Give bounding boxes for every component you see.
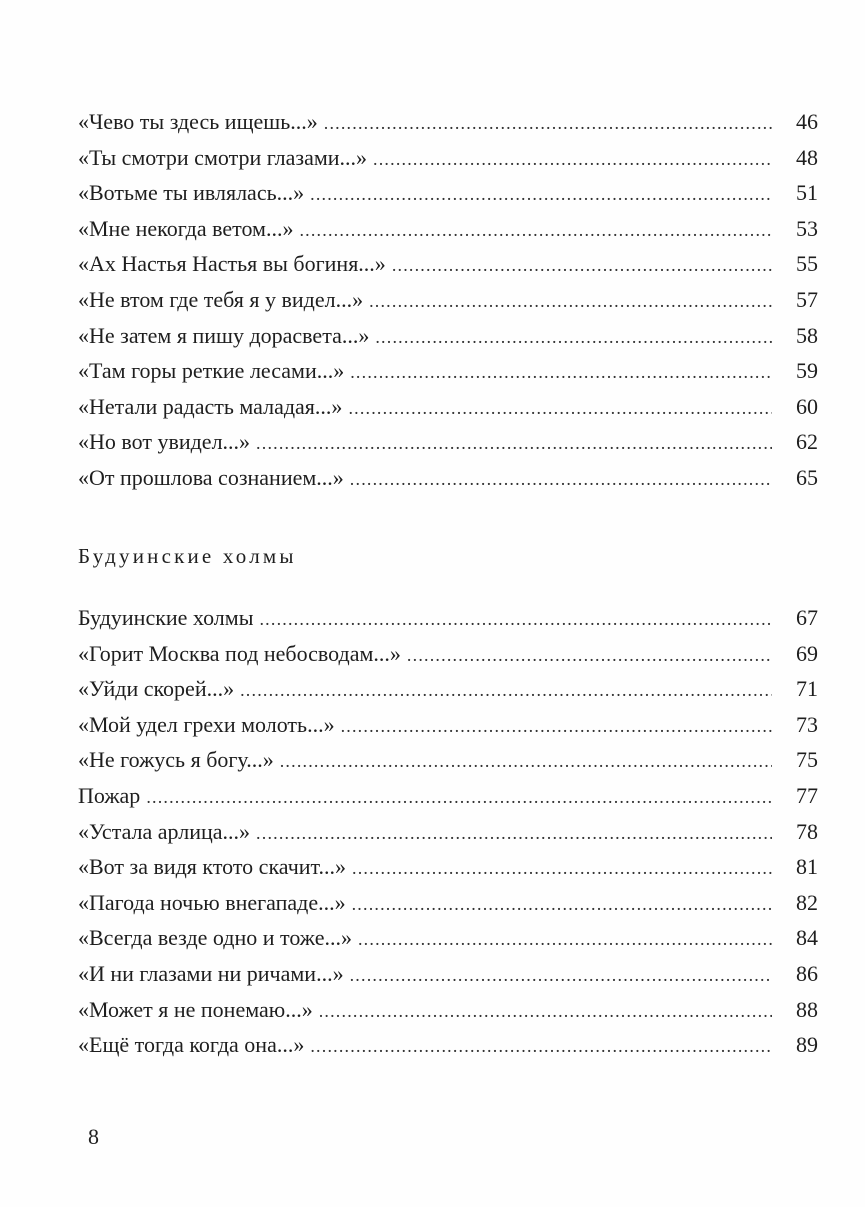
toc-entry-page: 84 — [796, 925, 818, 951]
toc-entry — [78, 353, 818, 389]
toc-entry — [78, 140, 818, 176]
toc-entry — [78, 885, 818, 921]
toc-entry-title: «Вотьме ты ивлялась...» — [78, 180, 305, 206]
toc-entry-page: 69 — [796, 640, 818, 666]
toc-entry — [78, 636, 818, 672]
toc-entry — [78, 600, 818, 636]
toc-entry — [78, 460, 818, 496]
dot-leader — [299, 213, 772, 249]
dot-leader — [350, 462, 772, 498]
section-heading: Будуинские холмы — [78, 544, 297, 568]
toc-entry-title: «Не гожусь я богу...» — [78, 747, 274, 773]
dot-leader — [375, 320, 772, 356]
toc-entry — [78, 282, 818, 318]
toc-entry — [78, 778, 818, 814]
toc-entry-page: 65 — [796, 464, 818, 490]
toc-entry-title: Пожар — [78, 782, 141, 808]
toc-entry-title: «Пагода ночью внегападе...» — [78, 889, 346, 915]
toc-entry-page: 78 — [796, 818, 818, 844]
toc-entry — [78, 742, 818, 778]
toc-entry-page: 77 — [796, 782, 818, 808]
toc-entry-page: 67 — [796, 605, 818, 630]
toc-entry-title: «Ещё тогда когда она...» — [78, 1032, 305, 1058]
dot-leader — [373, 142, 772, 178]
page-number: 8 — [88, 1124, 99, 1149]
toc-entry-title: «Уйди скорей...» — [78, 676, 235, 702]
dot-leader — [256, 816, 772, 852]
toc-entry-page: 48 — [796, 144, 818, 170]
dot-leader — [358, 922, 772, 958]
dot-leader — [146, 780, 772, 816]
toc-entry-title: «Там горы реткие лесами...» — [78, 358, 345, 384]
toc-entry-page: 86 — [796, 960, 818, 986]
toc-entry — [78, 104, 818, 140]
dot-leader — [256, 426, 772, 462]
dot-leader — [407, 638, 772, 674]
toc-entry-page: 55 — [796, 251, 818, 277]
toc-entry-title: «Не втом где тебя я у видел...» — [78, 286, 364, 312]
dot-leader — [352, 851, 772, 887]
toc-entry-page: 59 — [796, 358, 818, 384]
toc-entry — [78, 920, 818, 956]
dot-leader — [352, 887, 772, 923]
toc-entry-title: «Мне некогда ветом...» — [78, 215, 294, 241]
toc-entry-page: 60 — [796, 393, 818, 419]
toc-entry-page: 57 — [796, 286, 818, 312]
toc-entry — [78, 671, 818, 707]
toc-entry — [78, 424, 818, 460]
dot-leader — [350, 958, 772, 994]
toc-entry-title: «Чево ты здесь ищешь...» — [78, 109, 318, 134]
dot-leader — [310, 177, 772, 213]
toc-entry — [78, 992, 818, 1028]
toc-entry-title: «Устала арлица...» — [78, 818, 251, 844]
dot-leader — [319, 994, 772, 1030]
toc-entry-page: 82 — [796, 889, 818, 915]
dot-leader — [350, 355, 772, 391]
toc-list-part-2 — [78, 600, 818, 1063]
toc-entry — [78, 1027, 818, 1063]
dot-leader — [280, 744, 772, 780]
dot-leader — [369, 284, 772, 320]
toc-entry — [78, 246, 818, 282]
toc-entry-page: 62 — [796, 429, 818, 455]
dot-leader — [341, 709, 772, 745]
toc-entry-page: 89 — [796, 1032, 818, 1058]
toc-entry-page: 73 — [796, 711, 818, 737]
toc-entry — [78, 175, 818, 211]
toc-entry — [78, 956, 818, 992]
toc-entry-page: 46 — [796, 109, 818, 134]
toc-entry-title: «Не затем я пишу дорасвета...» — [78, 322, 370, 348]
toc-list-part-1 — [78, 104, 818, 496]
toc-entry-page: 71 — [796, 676, 818, 702]
toc-entry-title: «От прошлова сознанием...» — [78, 464, 344, 490]
toc-entry-title: «Ты смотри смотри глазами...» — [78, 144, 368, 170]
toc-entry-page: 81 — [796, 854, 818, 880]
toc-entry-page: 75 — [796, 747, 818, 773]
toc-entry-page: 53 — [796, 215, 818, 241]
toc-entry-title: «Горит Москва под небосводам...» — [78, 640, 401, 666]
toc-entry — [78, 707, 818, 743]
toc-entry-page: 58 — [796, 322, 818, 348]
toc-entry-title: Будуинские холмы — [78, 605, 254, 630]
toc-entry — [78, 849, 818, 885]
toc-entry-title: «Нетали радасть маладая...» — [78, 393, 343, 419]
toc-entry — [78, 814, 818, 850]
toc-entry-page: 51 — [796, 180, 818, 206]
dot-leader — [392, 248, 772, 284]
toc-entry-title: «Вот за видя ктото скачит...» — [78, 854, 346, 880]
dot-leader — [259, 602, 772, 638]
toc-entry — [78, 211, 818, 247]
toc-entry-title: «Может я не понемаю...» — [78, 996, 313, 1022]
toc-entry — [78, 318, 818, 354]
toc-entry-title: «Но вот увидел...» — [78, 429, 251, 455]
toc-entry-title: «Мой удел грехи молоть...» — [78, 711, 335, 737]
toc-entry-title: «Ах Настья Настья вы богиня...» — [78, 251, 386, 277]
toc-entry-title: «И ни глазами ни ричами...» — [78, 960, 344, 986]
dot-leader — [310, 1029, 772, 1065]
dot-leader — [324, 106, 772, 142]
dot-leader — [240, 673, 772, 709]
dot-leader — [348, 391, 772, 427]
toc-entry — [78, 389, 818, 425]
toc-entry-page: 88 — [796, 996, 818, 1022]
toc-entry-title: «Всегда везде одно и тоже...» — [78, 925, 352, 951]
